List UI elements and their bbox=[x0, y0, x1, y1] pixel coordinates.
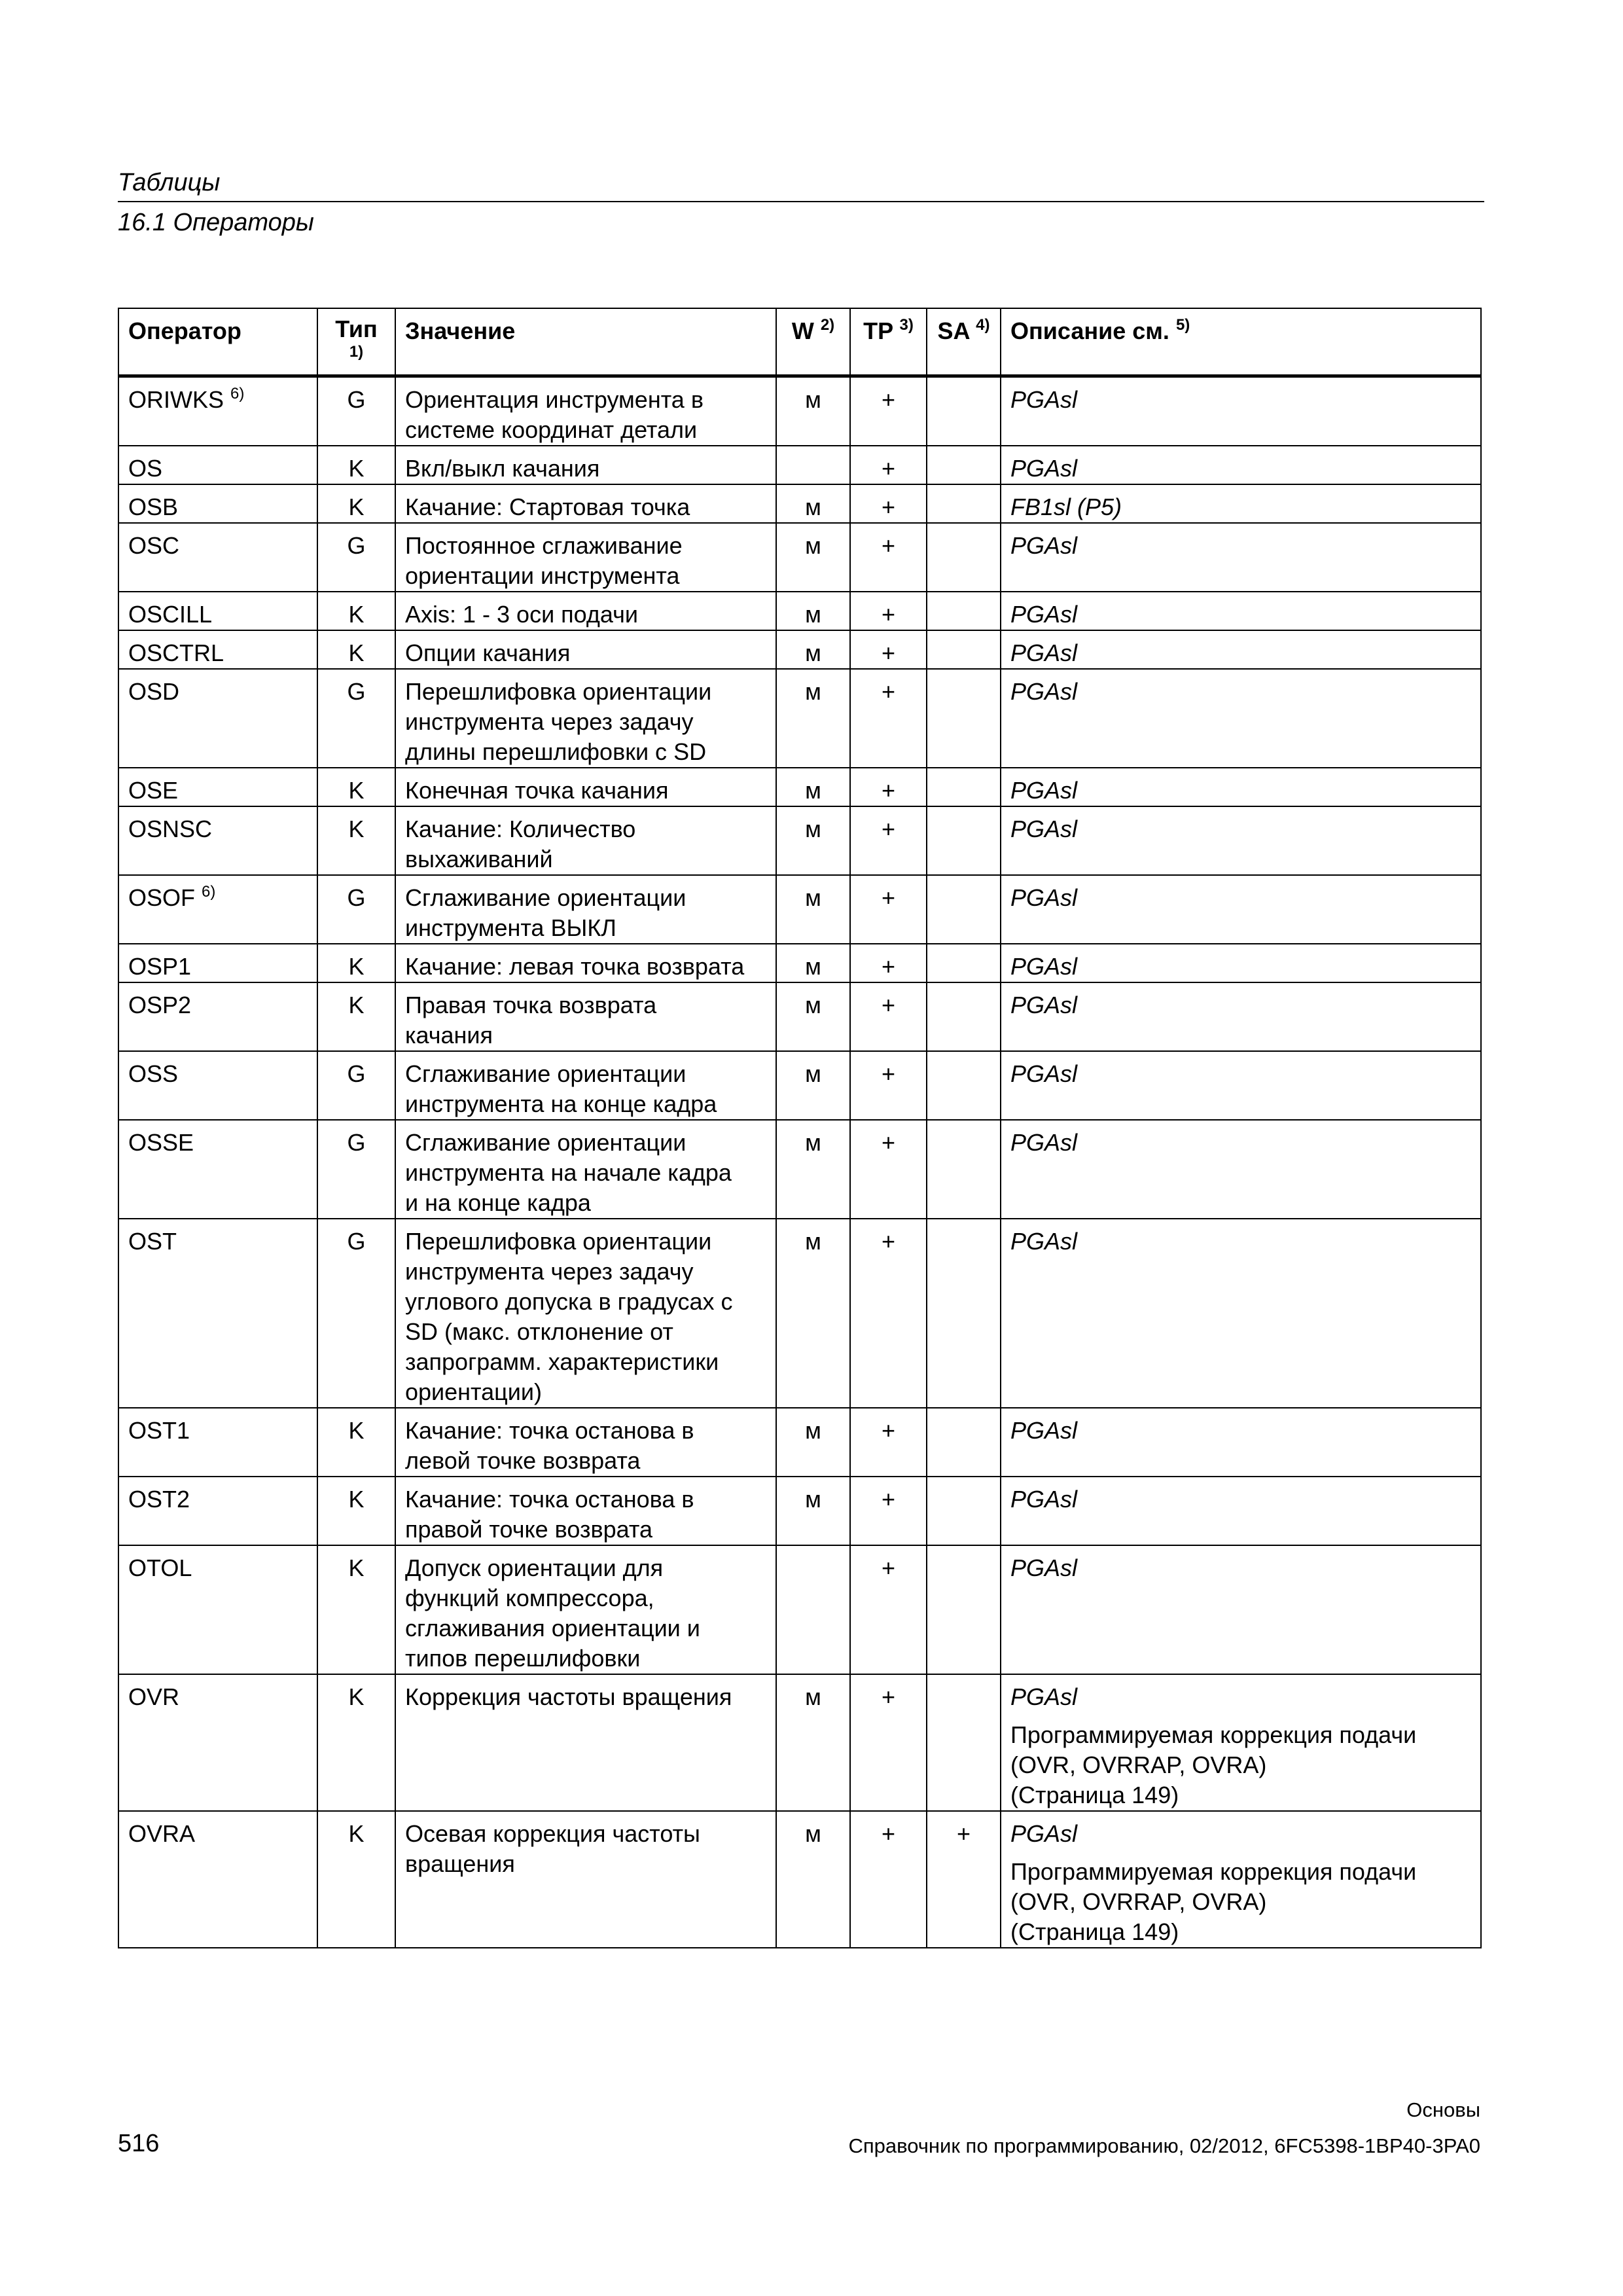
w-cell: м bbox=[776, 1408, 850, 1477]
description-ref-cell bbox=[1001, 376, 1481, 446]
sa-cell bbox=[927, 982, 1001, 1051]
description-ref-cell bbox=[1001, 1674, 1481, 1811]
type-cell: G bbox=[317, 1120, 395, 1219]
reference-link[interactable]: PGAsl bbox=[1010, 1227, 1078, 1255]
w-cell: м bbox=[776, 768, 850, 806]
column-header-type: Тип 1) bbox=[317, 308, 395, 376]
meaning-cell: Перешлифовка ориентации инструмента через задачу углового допуска в градусах с SD (макс. отклонение от запрограмм. характеристики ориентации) bbox=[395, 1219, 776, 1408]
meaning-cell: Осевая коррекция частоты вращения bbox=[395, 1811, 776, 1948]
column-header-tp: TP $^{3)}$ bbox=[850, 308, 927, 376]
sa-cell bbox=[927, 446, 1001, 484]
operator-cell: OSS bbox=[118, 1051, 317, 1120]
tp-cell: + bbox=[850, 1545, 927, 1674]
description-ref-cell bbox=[1001, 484, 1481, 523]
type-cell: K bbox=[317, 1545, 395, 1674]
sa-cell bbox=[927, 523, 1001, 592]
operator-cell: OSE bbox=[118, 768, 317, 806]
reference-link[interactable]: PGAsl bbox=[1010, 386, 1078, 413]
sa-cell bbox=[927, 1477, 1001, 1545]
operators-table bbox=[118, 308, 1482, 1948]
footnote-marker: 4) bbox=[976, 316, 990, 334]
section-title: 16.1 Операторы bbox=[118, 209, 314, 236]
sa-cell bbox=[927, 669, 1001, 768]
description-ref-cell bbox=[1001, 1477, 1481, 1545]
footer-document-info: Справочник по программированию, 02/2012, 6FC5398-1BP40-3PA0 bbox=[848, 2134, 1480, 2157]
tp-cell: + bbox=[850, 1674, 927, 1811]
table-row bbox=[118, 484, 1481, 523]
tp-cell: + bbox=[850, 446, 927, 484]
operator-cell: OSSE bbox=[118, 1120, 317, 1219]
operator-cell: OTOL bbox=[118, 1545, 317, 1674]
tp-cell: + bbox=[850, 669, 927, 768]
meaning-cell: Качание: Стартовая точка bbox=[395, 484, 776, 523]
tp-cell: + bbox=[850, 592, 927, 630]
table-row bbox=[118, 446, 1481, 484]
table-row bbox=[118, 523, 1481, 592]
operator-cell: OST bbox=[118, 1219, 317, 1408]
description-ref-cell bbox=[1001, 1120, 1481, 1219]
operator-cell: OSOF $^{6)}$ bbox=[118, 875, 317, 944]
description-ref-cell bbox=[1001, 592, 1481, 630]
w-cell: м bbox=[776, 982, 850, 1051]
meaning-cell: Сглаживание ориентации инструмента ВЫКЛ bbox=[395, 875, 776, 944]
meaning-cell: Качание: Количество выхаживаний bbox=[395, 806, 776, 875]
reference-link[interactable]: PGAsl bbox=[1010, 815, 1078, 842]
column-header-description-ref: Описание см. $^{5)}$ bbox=[1001, 308, 1481, 376]
operator-cell: OSB bbox=[118, 484, 317, 523]
w-cell: м bbox=[776, 484, 850, 523]
tp-cell: + bbox=[850, 1811, 927, 1948]
reference-link[interactable]: PGAsl bbox=[1010, 1820, 1078, 1847]
tp-cell: + bbox=[850, 484, 927, 523]
description-ref-cell bbox=[1001, 523, 1481, 592]
meaning-cell: Конечная точка качания bbox=[395, 768, 776, 806]
reference-page-link[interactable]: Программируемая коррекция подачи (OVR, OVRRAP, OVRA) (Страница 149) bbox=[1010, 1857, 1417, 1945]
reference-link[interactable]: PGAsl bbox=[1010, 1683, 1078, 1710]
reference-link[interactable]: PGAsl bbox=[1010, 952, 1078, 980]
type-cell: G bbox=[317, 376, 395, 446]
type-cell: G bbox=[317, 1219, 395, 1408]
type-cell: K bbox=[317, 982, 395, 1051]
reference-link[interactable]: PGAsl bbox=[1010, 1060, 1078, 1087]
type-cell: K bbox=[317, 1674, 395, 1811]
tp-cell: + bbox=[850, 875, 927, 944]
description-ref-cell bbox=[1001, 768, 1481, 806]
meaning-cell: Постоянное сглаживание ориентации инструмента bbox=[395, 523, 776, 592]
operator-cell: OSCTRL bbox=[118, 630, 317, 669]
sa-cell: + bbox=[927, 1811, 1001, 1948]
sa-cell bbox=[927, 944, 1001, 982]
w-cell: м bbox=[776, 1674, 850, 1811]
description-ref-cell bbox=[1001, 1408, 1481, 1477]
type-cell: G bbox=[317, 1051, 395, 1120]
w-cell: м bbox=[776, 669, 850, 768]
meaning-cell: Опции качания bbox=[395, 630, 776, 669]
description-ref-cell bbox=[1001, 1545, 1481, 1674]
w-cell bbox=[776, 446, 850, 484]
type-cell: K bbox=[317, 1811, 395, 1948]
reference-link[interactable]: PGAsl bbox=[1010, 776, 1078, 804]
meaning-cell: Допуск ориентации для функций компрессора, сглаживания ориентации и типов перешлифовки bbox=[395, 1545, 776, 1674]
table-row bbox=[118, 875, 1481, 944]
description-ref-cell bbox=[1001, 669, 1481, 768]
type-cell: K bbox=[317, 806, 395, 875]
w-cell: м bbox=[776, 592, 850, 630]
meaning-cell: Вкл/выкл качания bbox=[395, 446, 776, 484]
reference-link[interactable]: PGAsl bbox=[1010, 677, 1078, 705]
operators-table-body bbox=[118, 376, 1481, 1948]
tp-cell: + bbox=[850, 1219, 927, 1408]
w-cell: м bbox=[776, 630, 850, 669]
meaning-cell: Сглаживание ориентации инструмента на конце кадра bbox=[395, 1051, 776, 1120]
table-row bbox=[118, 982, 1481, 1051]
sa-cell bbox=[927, 1545, 1001, 1674]
table-row bbox=[118, 592, 1481, 630]
table-row bbox=[118, 1811, 1481, 1948]
footer-book-title: Основы bbox=[1406, 2098, 1480, 2121]
w-cell: м bbox=[776, 1219, 850, 1408]
tp-cell: + bbox=[850, 982, 927, 1051]
operator-cell: OST2 bbox=[118, 1477, 317, 1545]
footnote-marker: 1) bbox=[349, 343, 364, 361]
w-cell bbox=[776, 1545, 850, 1674]
description-ref-cell bbox=[1001, 630, 1481, 669]
page-number: 516 bbox=[118, 2130, 160, 2157]
meaning-cell: Ориентация инструмента в системе координат детали bbox=[395, 376, 776, 446]
description-ref-cell bbox=[1001, 944, 1481, 982]
footnote-marker: 6) bbox=[202, 882, 216, 901]
meaning-cell: Качание: левая точка возврата bbox=[395, 944, 776, 982]
sa-cell bbox=[927, 1219, 1001, 1408]
sa-cell bbox=[927, 1120, 1001, 1219]
tp-cell: + bbox=[850, 630, 927, 669]
sa-cell bbox=[927, 1674, 1001, 1811]
type-cell: K bbox=[317, 1477, 395, 1545]
type-cell: G bbox=[317, 523, 395, 592]
sa-cell bbox=[927, 1051, 1001, 1120]
tp-cell: + bbox=[850, 523, 927, 592]
w-cell: м bbox=[776, 1477, 850, 1545]
description-ref-cell bbox=[1001, 1219, 1481, 1408]
type-cell: K bbox=[317, 484, 395, 523]
operator-cell: OS bbox=[118, 446, 317, 484]
type-cell: G bbox=[317, 669, 395, 768]
tp-cell: + bbox=[850, 1051, 927, 1120]
operator-cell: OST1 bbox=[118, 1408, 317, 1477]
footnote-marker: 2) bbox=[820, 316, 835, 334]
reference-link[interactable]: PGAsl bbox=[1010, 1485, 1078, 1513]
tp-cell: + bbox=[850, 806, 927, 875]
description-ref-cell bbox=[1001, 875, 1481, 944]
type-cell: G bbox=[317, 875, 395, 944]
table-row bbox=[118, 1408, 1481, 1477]
sa-cell bbox=[927, 376, 1001, 446]
table-row bbox=[118, 944, 1481, 982]
table-row bbox=[118, 1219, 1481, 1408]
sa-cell bbox=[927, 630, 1001, 669]
operator-cell: OSNSC bbox=[118, 806, 317, 875]
table-row bbox=[118, 1477, 1481, 1545]
reference-link[interactable]: PGAsl bbox=[1010, 884, 1078, 911]
table-row bbox=[118, 806, 1481, 875]
operator-cell: OVRA bbox=[118, 1811, 317, 1948]
reference-link[interactable]: PGAsl bbox=[1010, 1128, 1078, 1156]
w-cell: м bbox=[776, 523, 850, 592]
header-divider bbox=[118, 201, 1484, 202]
description-ref-cell bbox=[1001, 1051, 1481, 1120]
sa-cell bbox=[927, 484, 1001, 523]
table-row bbox=[118, 1051, 1481, 1120]
column-header-operator: Оператор bbox=[118, 308, 317, 376]
sa-cell bbox=[927, 806, 1001, 875]
reference-link[interactable]: PGAsl bbox=[1010, 991, 1078, 1018]
operator-cell: OSD bbox=[118, 669, 317, 768]
table-row bbox=[118, 630, 1481, 669]
reference-link[interactable]: PGAsl bbox=[1010, 454, 1078, 482]
w-cell: м bbox=[776, 1120, 850, 1219]
chapter-title: Таблицы bbox=[118, 169, 221, 196]
type-cell: K bbox=[317, 768, 395, 806]
operator-cell: OSCILL bbox=[118, 592, 317, 630]
meaning-cell: Сглаживание ориентации инструмента на начале кадра и на конце кадра bbox=[395, 1120, 776, 1219]
column-header-meaning: Значение bbox=[395, 308, 776, 376]
reference-link[interactable]: PGAsl bbox=[1010, 639, 1078, 666]
reference-link[interactable]: PGAsl bbox=[1010, 1416, 1078, 1444]
operator-cell: OSP2 bbox=[118, 982, 317, 1051]
meaning-cell: Перешлифовка ориентации инструмента через задачу длины перешлифовки с SD bbox=[395, 669, 776, 768]
table-row bbox=[118, 669, 1481, 768]
table-row bbox=[118, 1545, 1481, 1674]
sa-cell bbox=[927, 1408, 1001, 1477]
type-cell: K bbox=[317, 944, 395, 982]
type-cell: K bbox=[317, 592, 395, 630]
tp-cell: + bbox=[850, 768, 927, 806]
meaning-cell: Правая точка возврата качания bbox=[395, 982, 776, 1051]
meaning-cell: Качание: точка останова в левой точке возврата bbox=[395, 1408, 776, 1477]
w-cell: м bbox=[776, 806, 850, 875]
w-cell: м bbox=[776, 376, 850, 446]
reference-link[interactable]: PGAsl bbox=[1010, 600, 1078, 628]
description-ref-cell bbox=[1001, 806, 1481, 875]
operator-cell: OSP1 bbox=[118, 944, 317, 982]
reference-link[interactable]: PGAsl bbox=[1010, 531, 1078, 559]
footnote-marker: 5) bbox=[1175, 316, 1190, 334]
type-cell: K bbox=[317, 1408, 395, 1477]
description-ref-cell bbox=[1001, 1811, 1481, 1948]
sa-cell bbox=[927, 592, 1001, 630]
description-ref-cell bbox=[1001, 982, 1481, 1051]
type-cell: K bbox=[317, 446, 395, 484]
table-row bbox=[118, 1120, 1481, 1219]
w-cell: м bbox=[776, 1051, 850, 1120]
description-ref-cell bbox=[1001, 446, 1481, 484]
table-row bbox=[118, 376, 1481, 446]
column-header-sa: SA $^{4)}$ bbox=[927, 308, 1001, 376]
operator-cell: OSC bbox=[118, 523, 317, 592]
sa-cell bbox=[927, 875, 1001, 944]
tp-cell: + bbox=[850, 376, 927, 446]
w-cell: м bbox=[776, 944, 850, 982]
meaning-cell: Axis: 1 - 3 оси подачи bbox=[395, 592, 776, 630]
tp-cell: + bbox=[850, 1120, 927, 1219]
table-row bbox=[118, 768, 1481, 806]
w-cell: м bbox=[776, 875, 850, 944]
meaning-cell: Качание: точка останова в правой точке возврата bbox=[395, 1477, 776, 1545]
tp-cell: + bbox=[850, 1477, 927, 1545]
reference-link[interactable]: PGAsl bbox=[1010, 1554, 1078, 1581]
table-row bbox=[118, 1674, 1481, 1811]
reference-page-link[interactable]: Программируемая коррекция подачи (OVR, OVRRAP, OVRA) (Страница 149) bbox=[1010, 1721, 1417, 1808]
footnote-marker: 3) bbox=[899, 316, 914, 334]
table-header-row bbox=[118, 308, 1481, 376]
type-cell: K bbox=[317, 630, 395, 669]
w-cell: м bbox=[776, 1811, 850, 1948]
operator-cell: ORIWKS $^{6)}$ bbox=[118, 376, 317, 446]
column-header-w: W $^{2)}$ bbox=[776, 308, 850, 376]
footnote-marker: 6) bbox=[230, 384, 245, 403]
reference-link[interactable]: FB1sl (P5) bbox=[1010, 493, 1122, 520]
tp-cell: + bbox=[850, 1408, 927, 1477]
operator-cell: OVR bbox=[118, 1674, 317, 1811]
sa-cell bbox=[927, 768, 1001, 806]
meaning-cell: Коррекция частоты вращения bbox=[395, 1674, 776, 1811]
tp-cell: + bbox=[850, 944, 927, 982]
